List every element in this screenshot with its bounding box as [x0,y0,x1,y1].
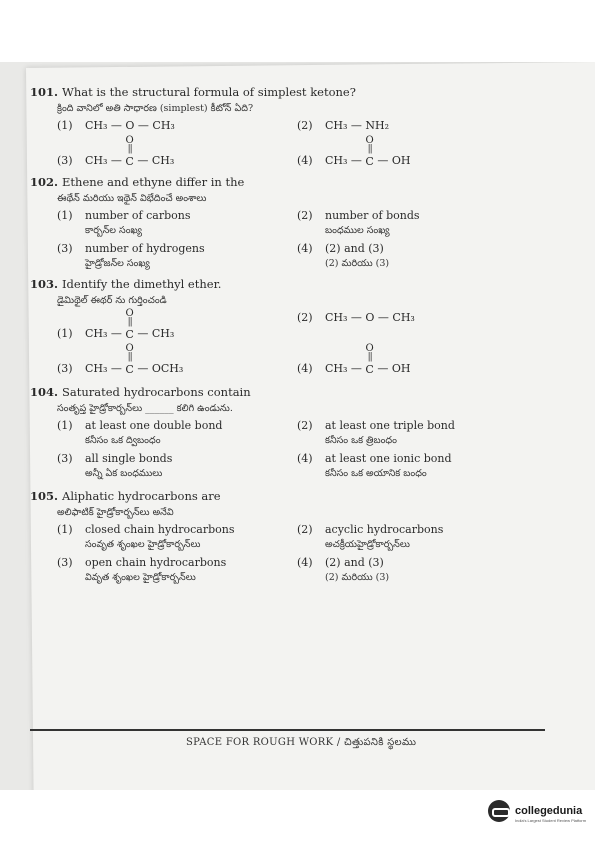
option-number: (1) [57,523,73,536]
option-item [297,206,527,239]
chemical-formula [85,344,183,377]
double-bond: || [127,317,132,327]
formula-left: CH₃ — O — CH₃ [85,119,175,132]
option-text-telugu: కనీసం ఒక ద్విబంధం [85,435,161,446]
carbonyl-group [365,136,373,169]
option-item [57,206,287,239]
chemical-formula [85,309,174,342]
question-number: 103. [30,277,59,291]
option-text-telugu: బంధముల సంఖ్య [325,225,390,236]
option-text [325,240,389,271]
question-text-telugu: ఈథేన్ మరియు ఇథైన్ విభేదించే అంశాలు [57,193,207,204]
option-text-telugu: కనీసం ఒక అయానిక బంధం [325,468,427,479]
option-number: (1) [57,209,73,222]
option-number: (2) [297,419,313,432]
formula-left: CH₃ — NH₂ [325,119,390,132]
question-text-telugu: డైమిథైల్ ఈథర్ ను గుర్తించండి [57,295,167,306]
option-text [325,521,443,552]
option-text-telugu: (2) మరియు (3) [325,572,390,583]
question-heading [30,174,545,191]
carbonyl-group [125,136,133,169]
option-text-english: at least one triple bond [325,419,455,432]
option-number: (4) [297,242,313,255]
option-text [85,240,205,271]
question-block [30,84,545,170]
option-number: (2) [297,119,313,132]
option-text-telugu: హైడ్రోజన్‌ల సంఖ్య [85,258,150,269]
chemical-formula [85,117,175,134]
question-block [30,276,545,378]
formula-left: CH₃ — O — CH₃ [325,311,415,324]
formula-right: — OH [377,154,411,167]
option-number: (3) [57,452,73,465]
question-number: 104. [30,385,59,399]
formula-left: CH₃ — [85,154,122,167]
double-bond: || [127,352,132,362]
formula-left: CH₃ — [85,362,122,375]
options-grid [57,520,545,586]
carbonyl-group [125,344,133,377]
chemical-formula [85,136,174,169]
option-item [57,343,287,378]
options-grid [57,308,545,378]
option-item [57,449,287,482]
option-item [297,449,527,482]
brand-tagline: India's Largest Student Review Platform [515,818,587,823]
option-text-english: closed chain hydrocarbons [85,523,235,536]
option-number: (2) [297,209,313,222]
option-text-english: at least one double bond [85,419,223,432]
option-text [325,207,420,238]
chemical-formula [325,309,415,326]
option-number: (1) [57,119,73,132]
question-text-english: Aliphatic hydrocarbons are [62,489,221,503]
option-text [325,450,452,481]
question-text-telugu: సంతృప్త హైడ్రోకార్బన్‌లు ______ కలిగి ఉండును. [57,403,233,414]
option-item [57,553,287,586]
option-text-telugu: సంవృత శృంఖల హైడ్రోకార్బన్‌లు [85,539,201,550]
formula-left: CH₃ — [325,154,362,167]
options-grid [57,116,545,170]
option-number: (3) [57,556,73,569]
option-number: (4) [297,362,313,375]
option-number: (1) [57,327,73,340]
option-number: (1) [57,419,73,432]
option-item [57,520,287,553]
chemical-formula [325,117,389,134]
question-heading [30,488,545,505]
option-item [297,520,527,553]
option-text-english: at least one ionic bond [325,452,452,465]
option-text [325,554,389,585]
question-text-english: Saturated hydrocarbons contain [62,385,251,399]
carbonyl-carbon: C [365,155,374,168]
question-heading [30,84,545,101]
question-heading [30,276,545,293]
option-text [85,417,222,448]
double-bond: || [367,144,372,154]
option-text-english: acyclic hydrocarbons [325,523,444,536]
option-text [85,450,172,481]
option-number: (4) [297,452,313,465]
option-number: (3) [57,362,73,375]
options-grid [57,206,545,272]
question-heading [30,384,545,401]
formula-left: CH₃ — [85,327,122,340]
double-bond: || [367,352,372,362]
option-text-telugu: వివృత శృంఖల హైడ్రోకార్బన్‌లు [85,572,196,583]
carbonyl-carbon: C [125,363,134,376]
carbonyl-oxygen: O [125,308,134,319]
option-number: (2) [297,311,313,324]
option-text-english: number of bonds [325,209,420,222]
chemical-formula [325,344,410,377]
option-item [297,416,527,449]
carbonyl-oxygen: O [365,135,374,146]
option-text [85,207,190,238]
question-number: 105. [30,489,59,503]
carbonyl-oxygen: O [125,343,134,354]
brand-name: collegedunia [515,805,583,817]
option-item [297,239,527,272]
rough-work-label: SPACE FOR ROUGH WORK / చిత్తుపనికి స్థలము [186,737,417,748]
option-item [297,116,527,135]
option-number: (3) [57,154,73,167]
option-item [57,135,287,170]
question-text-telugu: క్రింది వానిలో అతి సాధారణ (simplest) కీటోన్ ఏది? [57,103,254,114]
option-text [85,521,235,552]
carbonyl-group [365,344,373,377]
option-item [57,116,287,135]
question-text-telugu: అలిఫాటిక్ హైడ్రోకార్బన్‌లు అనేవి [57,507,174,518]
option-text-english: number of hydrogens [85,242,205,255]
option-text-telugu: కార్బన్‌ల సంఖ్య [85,225,142,236]
question-list [30,84,545,590]
carbonyl-oxygen: O [365,343,374,354]
option-item [57,416,287,449]
question-text-english: Ethene and ethyne differ in the [62,175,245,189]
option-item [57,308,287,343]
option-item [57,239,287,272]
question-text-english: Identify the dimethyl ether. [62,277,222,291]
option-text-telugu: అన్నీ ఏక బంధములు [85,468,163,479]
option-text-telugu: కనీసం ఒక త్రిబంధం [325,435,397,446]
options-grid [57,416,545,482]
formula-right: — CH₃ [137,154,175,167]
carbonyl-carbon: C [365,363,374,376]
carbonyl-carbon: C [125,155,134,168]
formula-right: — OCH₃ [137,362,184,375]
option-item [297,343,527,378]
footer-rule [30,729,545,731]
option-text-english: (2) and (3) [325,242,384,255]
question-block [30,174,545,272]
option-text-english: number of carbons [85,209,191,222]
option-number: (2) [297,523,313,536]
collegedunia-logo-icon [488,800,510,822]
option-text-english: (2) and (3) [325,556,384,569]
option-number: (4) [297,154,313,167]
option-number: (3) [57,242,73,255]
option-text [325,417,455,448]
carbonyl-carbon: C [125,328,134,341]
question-number: 101. [30,85,59,99]
double-bond: || [127,144,132,154]
formula-right: — OH [377,362,411,375]
option-text-english: open chain hydrocarbons [85,556,227,569]
option-text-english: all single bonds [85,452,173,465]
option-text-telugu: అచక్రీయహైడ్రోకార్బన్‌లు [325,539,410,550]
option-item [297,308,527,343]
carbonyl-oxygen: O [125,135,134,146]
option-text-telugu: (2) మరియు (3) [325,258,390,269]
chemical-formula [325,136,410,169]
option-number: (4) [297,556,313,569]
question-number: 102. [30,175,59,189]
option-text [85,554,226,585]
option-item [297,553,527,586]
formula-right: — CH₃ [137,327,175,340]
question-block [30,488,545,586]
option-item [297,135,527,170]
formula-left: CH₃ — [325,362,362,375]
question-block [30,384,545,482]
carbonyl-group [125,309,133,342]
collegedunia-watermark [488,799,586,823]
question-text-english: What is the structural formula of simplest ketone? [62,85,356,99]
